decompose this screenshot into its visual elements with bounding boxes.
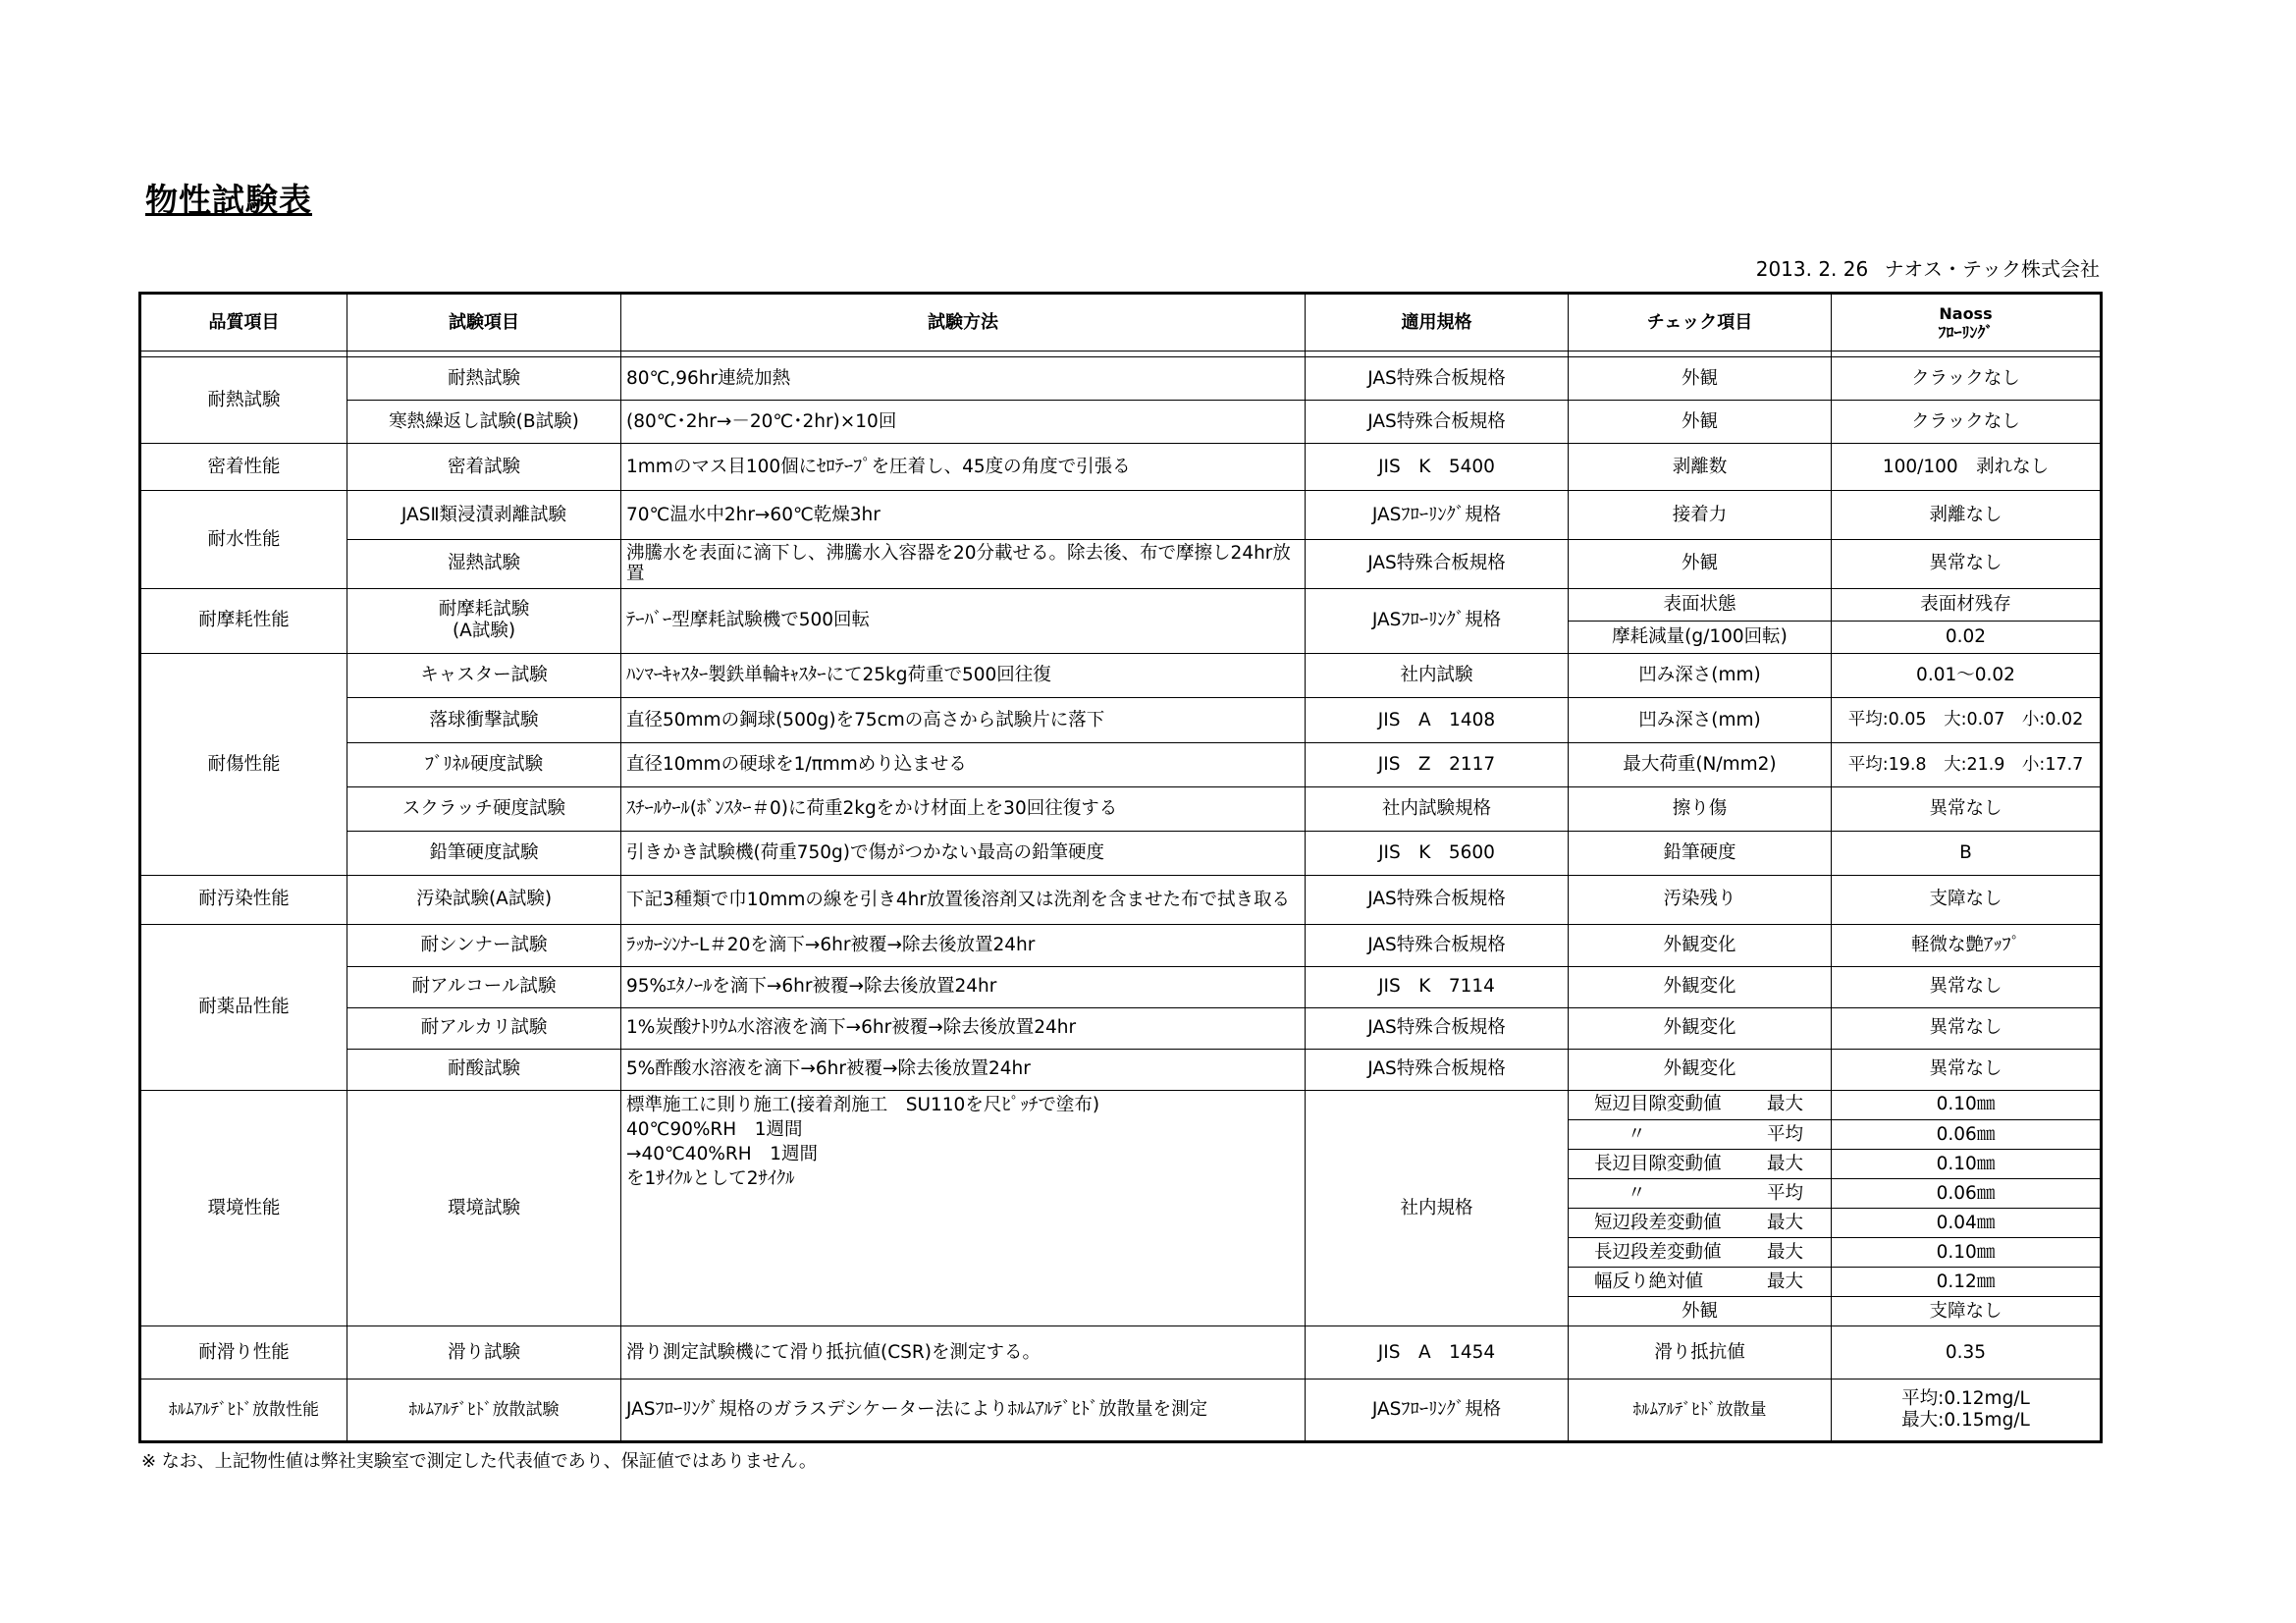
result-value xyxy=(1832,1379,2102,1441)
test-method: ｽﾁｰﾙｳｰﾙ(ﾎﾞﾝｽﾀｰ＃0)に荷重2kgをかけ材面上を30回往復する xyxy=(621,787,1306,832)
table-row xyxy=(140,401,2102,444)
check-item: 接着力 xyxy=(1569,491,1832,539)
result-value: 0.12㎜ xyxy=(1832,1268,2102,1297)
check-item: 凹み深さ(mm) xyxy=(1569,653,1832,697)
header-standard: 適用規格 xyxy=(1306,294,1569,352)
test-standard: JASﾌﾛｰﾘﾝｸﾞ規格 xyxy=(1306,588,1569,653)
test-method: 滑り測定試験機にて滑り抵抗値(CSR)を測定する。 xyxy=(621,1326,1306,1379)
test-standard: JIS K 7114 xyxy=(1306,966,1569,1007)
test-method: 直径10mmの硬球を1/πmmめり込ませる xyxy=(621,743,1306,787)
test-item: キャスター試験 xyxy=(347,653,621,697)
check-item xyxy=(1569,1179,1832,1209)
check-label: 長辺目隙変動値 xyxy=(1594,1153,1722,1174)
check-item: 外観変化 xyxy=(1569,1049,1832,1090)
test-standard: JIS K 5400 xyxy=(1306,444,1569,491)
check-item: 汚染残り xyxy=(1569,876,1832,924)
test-standard: JIS A 1408 xyxy=(1306,697,1569,742)
test-standard: JAS特殊合板規格 xyxy=(1306,401,1569,444)
test-method: 5%酢酸水溶液を滴下→6hr被覆→除去後放置24hr xyxy=(621,1049,1306,1090)
result-value: 異常なし xyxy=(1832,539,2102,588)
result-value: 0.06㎜ xyxy=(1832,1179,2102,1209)
check-item: 外観 xyxy=(1569,1297,1832,1326)
check-label: 幅反り絶対値 xyxy=(1594,1271,1704,1292)
result-value: 異常なし xyxy=(1832,966,2102,1007)
check-item: 最大荷重(N/mm2) xyxy=(1569,743,1832,787)
result-line: 平均:0.12mg/L xyxy=(1901,1387,2030,1409)
category-abrasion: 耐摩耗性能 xyxy=(140,588,347,653)
result-value: 異常なし xyxy=(1832,1049,2102,1090)
check-item: ﾎﾙﾑｱﾙﾃﾞﾋﾄﾞ放散量 xyxy=(1569,1379,1832,1441)
result-value: 0.10㎜ xyxy=(1832,1090,2102,1119)
test-item: ﾎﾙﾑｱﾙﾃﾞﾋﾄﾞ放散試験 xyxy=(347,1379,621,1441)
test-item: 耐アルコール試験 xyxy=(347,966,621,1007)
result-value: 軽微な艶ｱｯﾌﾟ xyxy=(1832,924,2102,966)
table-row xyxy=(140,1007,2102,1049)
result-value: 0.01～0.02 xyxy=(1832,653,2102,697)
test-standard: JAS特殊合板規格 xyxy=(1306,1049,1569,1090)
check-item: 外観 xyxy=(1569,401,1832,444)
result-value: 支障なし xyxy=(1832,1297,2102,1326)
result-value: 平均:19.8 大:21.9 小:17.7 xyxy=(1832,743,2102,787)
document-date: 2013. 2. 26 xyxy=(1755,257,1869,281)
check-item: 外観 xyxy=(1569,539,1832,588)
result-value: 0.10㎜ xyxy=(1832,1150,2102,1179)
result-value: クラックなし xyxy=(1832,401,2102,444)
table-row xyxy=(140,1090,2102,1119)
check-item: 鉛筆硬度 xyxy=(1569,832,1832,876)
method-line: を1ｻｲｸﾙとして2ｻｲｸﾙ xyxy=(626,1167,795,1189)
test-item: 密着試験 xyxy=(347,444,621,491)
test-method: 95%ｴﾀﾉｰﾙを滴下→6hr被覆→除去後放置24hr xyxy=(621,966,1306,1007)
test-item: 耐熱試験 xyxy=(347,357,621,401)
test-method: 80℃,96hr連続加熱 xyxy=(621,357,1306,401)
check-item: 滑り抵抗値 xyxy=(1569,1326,1832,1379)
table-row xyxy=(140,653,2102,697)
test-standard: JASﾌﾛｰﾘﾝｸﾞ規格 xyxy=(1306,1379,1569,1441)
table-row xyxy=(140,1326,2102,1379)
check-item: 摩耗減量(g/100回転) xyxy=(1569,621,1832,653)
table-row xyxy=(140,491,2102,539)
test-item: スクラッチ硬度試験 xyxy=(347,787,621,832)
test-item-line1: 耐摩耗試験 xyxy=(438,599,530,621)
method-line: 40℃90%RH 1週間 xyxy=(626,1118,803,1140)
test-method xyxy=(621,1090,1306,1326)
category-heat: 耐熱試験 xyxy=(140,357,347,444)
footnote: ※ なお、上記物性値は弊社実験室で測定した代表値であり、保証値ではありません。 xyxy=(141,1451,817,1472)
check-suffix: 最大 xyxy=(1766,1212,1803,1233)
test-standard: JAS特殊合板規格 xyxy=(1306,876,1569,924)
test-item: 寒熱繰返し試験(B試験) xyxy=(347,401,621,444)
result-value: 0.02 xyxy=(1832,621,2102,653)
check-item xyxy=(1569,1268,1832,1297)
document-meta xyxy=(1746,253,2100,282)
table-row xyxy=(140,357,2102,401)
test-standard: JIS A 1454 xyxy=(1306,1326,1569,1379)
check-label: 〃 xyxy=(1628,1182,1646,1204)
check-item: 剥離数 xyxy=(1569,444,1832,491)
test-standard: JAS特殊合板規格 xyxy=(1306,1007,1569,1049)
check-item xyxy=(1569,1209,1832,1238)
test-item: 滑り試験 xyxy=(347,1326,621,1379)
test-item: 汚染試験(A試験) xyxy=(347,876,621,924)
test-method: 直径50mmの鋼球(500g)を75cmの高さから試験片に落下 xyxy=(621,697,1306,742)
header-product xyxy=(1832,294,2102,352)
category-slip: 耐滑り性能 xyxy=(140,1326,347,1379)
result-value: クラックなし xyxy=(1832,357,2102,401)
check-suffix: 平均 xyxy=(1766,1123,1803,1145)
result-value: 異常なし xyxy=(1832,1007,2102,1049)
result-value: 0.35 xyxy=(1832,1326,2102,1379)
category-formaldehyde: ﾎﾙﾑｱﾙﾃﾞﾋﾄﾞ放散性能 xyxy=(140,1379,347,1441)
test-method: JASﾌﾛｰﾘﾝｸﾞ規格のガラスデシケーター法によりﾎﾙﾑｱﾙﾃﾞﾋﾄﾞ放散量を測定 xyxy=(621,1379,1306,1441)
check-item: 擦り傷 xyxy=(1569,787,1832,832)
header-product-line2: ﾌﾛｰﾘﾝｸﾞ xyxy=(1938,322,1994,342)
company-name: ナオス・テック株式会社 xyxy=(1884,257,2100,281)
check-item: 外観変化 xyxy=(1569,966,1832,1007)
check-item xyxy=(1569,1090,1832,1119)
test-method: 沸騰水を表面に滴下し、沸騰水入容器を20分載せる。除去後、布で摩擦し24hr放置 xyxy=(621,539,1306,588)
test-method: ﾃｰﾊﾞｰ型摩耗試験機で500回転 xyxy=(621,588,1306,653)
test-item: 湿熱試験 xyxy=(347,539,621,588)
check-item xyxy=(1569,1150,1832,1179)
table-row xyxy=(140,1049,2102,1090)
result-value: 支障なし xyxy=(1832,876,2102,924)
method-line: →40℃40%RH 1週間 xyxy=(626,1143,818,1164)
page-title: 物性試験表 xyxy=(145,181,312,219)
test-item: 耐酸試験 xyxy=(347,1049,621,1090)
check-item: 外観変化 xyxy=(1569,924,1832,966)
test-method: 下記3種類で巾10mmの線を引き4hr放置後溶剤又は洗剤を含ませた布で拭き取る xyxy=(621,876,1306,924)
header-check: チェック項目 xyxy=(1569,294,1832,352)
test-standard: JIS Z 2117 xyxy=(1306,743,1569,787)
test-method: ﾊﾝﾏｰｷｬｽﾀｰ製鉄単輪ｷｬｽﾀｰにて25kg荷重で500回往復 xyxy=(621,653,1306,697)
check-item: 凹み深さ(mm) xyxy=(1569,697,1832,742)
result-line: 最大:0.15mg/L xyxy=(1901,1409,2030,1431)
check-suffix: 平均 xyxy=(1766,1182,1803,1204)
table-row xyxy=(140,539,2102,588)
test-item-line2: (A試験) xyxy=(452,621,516,642)
table-row xyxy=(140,743,2102,787)
result-value: 0.04㎜ xyxy=(1832,1209,2102,1238)
test-standard: JAS特殊合板規格 xyxy=(1306,357,1569,401)
test-item: ﾌﾞﾘﾈﾙ硬度試験 xyxy=(347,743,621,787)
table-row xyxy=(140,444,2102,491)
table-row xyxy=(140,787,2102,832)
test-item: 耐シンナー試験 xyxy=(347,924,621,966)
header-product-line1: Naoss xyxy=(1939,303,1993,323)
method-line: 標準施工に則り施工(接着剤施工 SU110を尺ﾋﾟｯﾁで塗布) xyxy=(626,1094,1100,1115)
category-damage: 耐傷性能 xyxy=(140,653,347,876)
result-value: 平均:0.05 大:0.07 小:0.02 xyxy=(1832,697,2102,742)
test-standard: JIS K 5600 xyxy=(1306,832,1569,876)
test-item: 耐アルカリ試験 xyxy=(347,1007,621,1049)
test-method: 引きかき試験機(荷重750g)で傷がつかない最高の鉛筆硬度 xyxy=(621,832,1306,876)
test-method: 1%炭酸ﾅﾄﾘｳﾑ水溶液を滴下→6hr被覆→除去後放置24hr xyxy=(621,1007,1306,1049)
result-value: 0.06㎜ xyxy=(1832,1120,2102,1150)
table-row xyxy=(140,966,2102,1007)
test-standard: JAS特殊合板規格 xyxy=(1306,539,1569,588)
result-value: 100/100 剥れなし xyxy=(1832,444,2102,491)
category-water: 耐水性能 xyxy=(140,491,347,588)
check-item: 外観変化 xyxy=(1569,1007,1832,1049)
check-label: 短辺目隙変動値 xyxy=(1594,1094,1722,1115)
test-method: ﾗｯｶｰｼﾝﾅｰL＃20を滴下→6hr被覆→除去後放置24hr xyxy=(621,924,1306,966)
table-row xyxy=(140,697,2102,742)
check-item xyxy=(1569,1120,1832,1150)
table-row xyxy=(140,1379,2102,1441)
test-item xyxy=(347,588,621,653)
category-chemical: 耐薬品性能 xyxy=(140,924,347,1090)
table-row xyxy=(140,588,2102,621)
test-item: JASⅡ類浸漬剥離試験 xyxy=(347,491,621,539)
result-value: 0.10㎜ xyxy=(1832,1238,2102,1268)
test-standard: 社内試験 xyxy=(1306,653,1569,697)
check-suffix: 最大 xyxy=(1766,1241,1803,1263)
category-stain: 耐汚染性能 xyxy=(140,876,347,924)
check-suffix: 最大 xyxy=(1766,1153,1803,1174)
result-value: 表面材残存 xyxy=(1832,588,2102,621)
check-item: 外観 xyxy=(1569,357,1832,401)
test-standard: 社内試験規格 xyxy=(1306,787,1569,832)
check-suffix: 最大 xyxy=(1766,1271,1803,1292)
test-standard: JASﾌﾛｰﾘﾝｸﾞ規格 xyxy=(1306,491,1569,539)
table-row xyxy=(140,924,2102,966)
check-label: 〃 xyxy=(1628,1123,1646,1145)
result-value: 異常なし xyxy=(1832,787,2102,832)
check-item xyxy=(1569,1238,1832,1268)
test-table-container xyxy=(138,292,2100,1443)
result-value: 剥離なし xyxy=(1832,491,2102,539)
header-quality: 品質項目 xyxy=(140,294,347,352)
result-value: B xyxy=(1832,832,2102,876)
check-label: 短辺段差変動値 xyxy=(1594,1212,1722,1233)
test-item: 落球衝撃試験 xyxy=(347,697,621,742)
header-test-item: 試験項目 xyxy=(347,294,621,352)
physical-test-table xyxy=(138,292,2103,1443)
check-label: 長辺段差変動値 xyxy=(1594,1241,1722,1263)
test-method: 70℃温水中2hr→60℃乾燥3hr xyxy=(621,491,1306,539)
table-row xyxy=(140,832,2102,876)
check-item: 表面状態 xyxy=(1569,588,1832,621)
category-adhesion: 密着性能 xyxy=(140,444,347,491)
check-suffix: 最大 xyxy=(1766,1094,1803,1115)
test-standard: 社内規格 xyxy=(1306,1090,1569,1326)
category-environment: 環境性能 xyxy=(140,1090,347,1326)
test-method: 1mmのマス目100個にｾﾛﾃｰﾌﾟを圧着し、45度の角度で引張る xyxy=(621,444,1306,491)
header-method: 試験方法 xyxy=(621,294,1306,352)
table-row xyxy=(140,876,2102,924)
test-method: (80℃･2hr→－20℃･2hr)×10回 xyxy=(621,401,1306,444)
test-item: 環境試験 xyxy=(347,1090,621,1326)
test-standard: JAS特殊合板規格 xyxy=(1306,924,1569,966)
table-header-row xyxy=(140,294,2102,352)
test-item: 鉛筆硬度試験 xyxy=(347,832,621,876)
